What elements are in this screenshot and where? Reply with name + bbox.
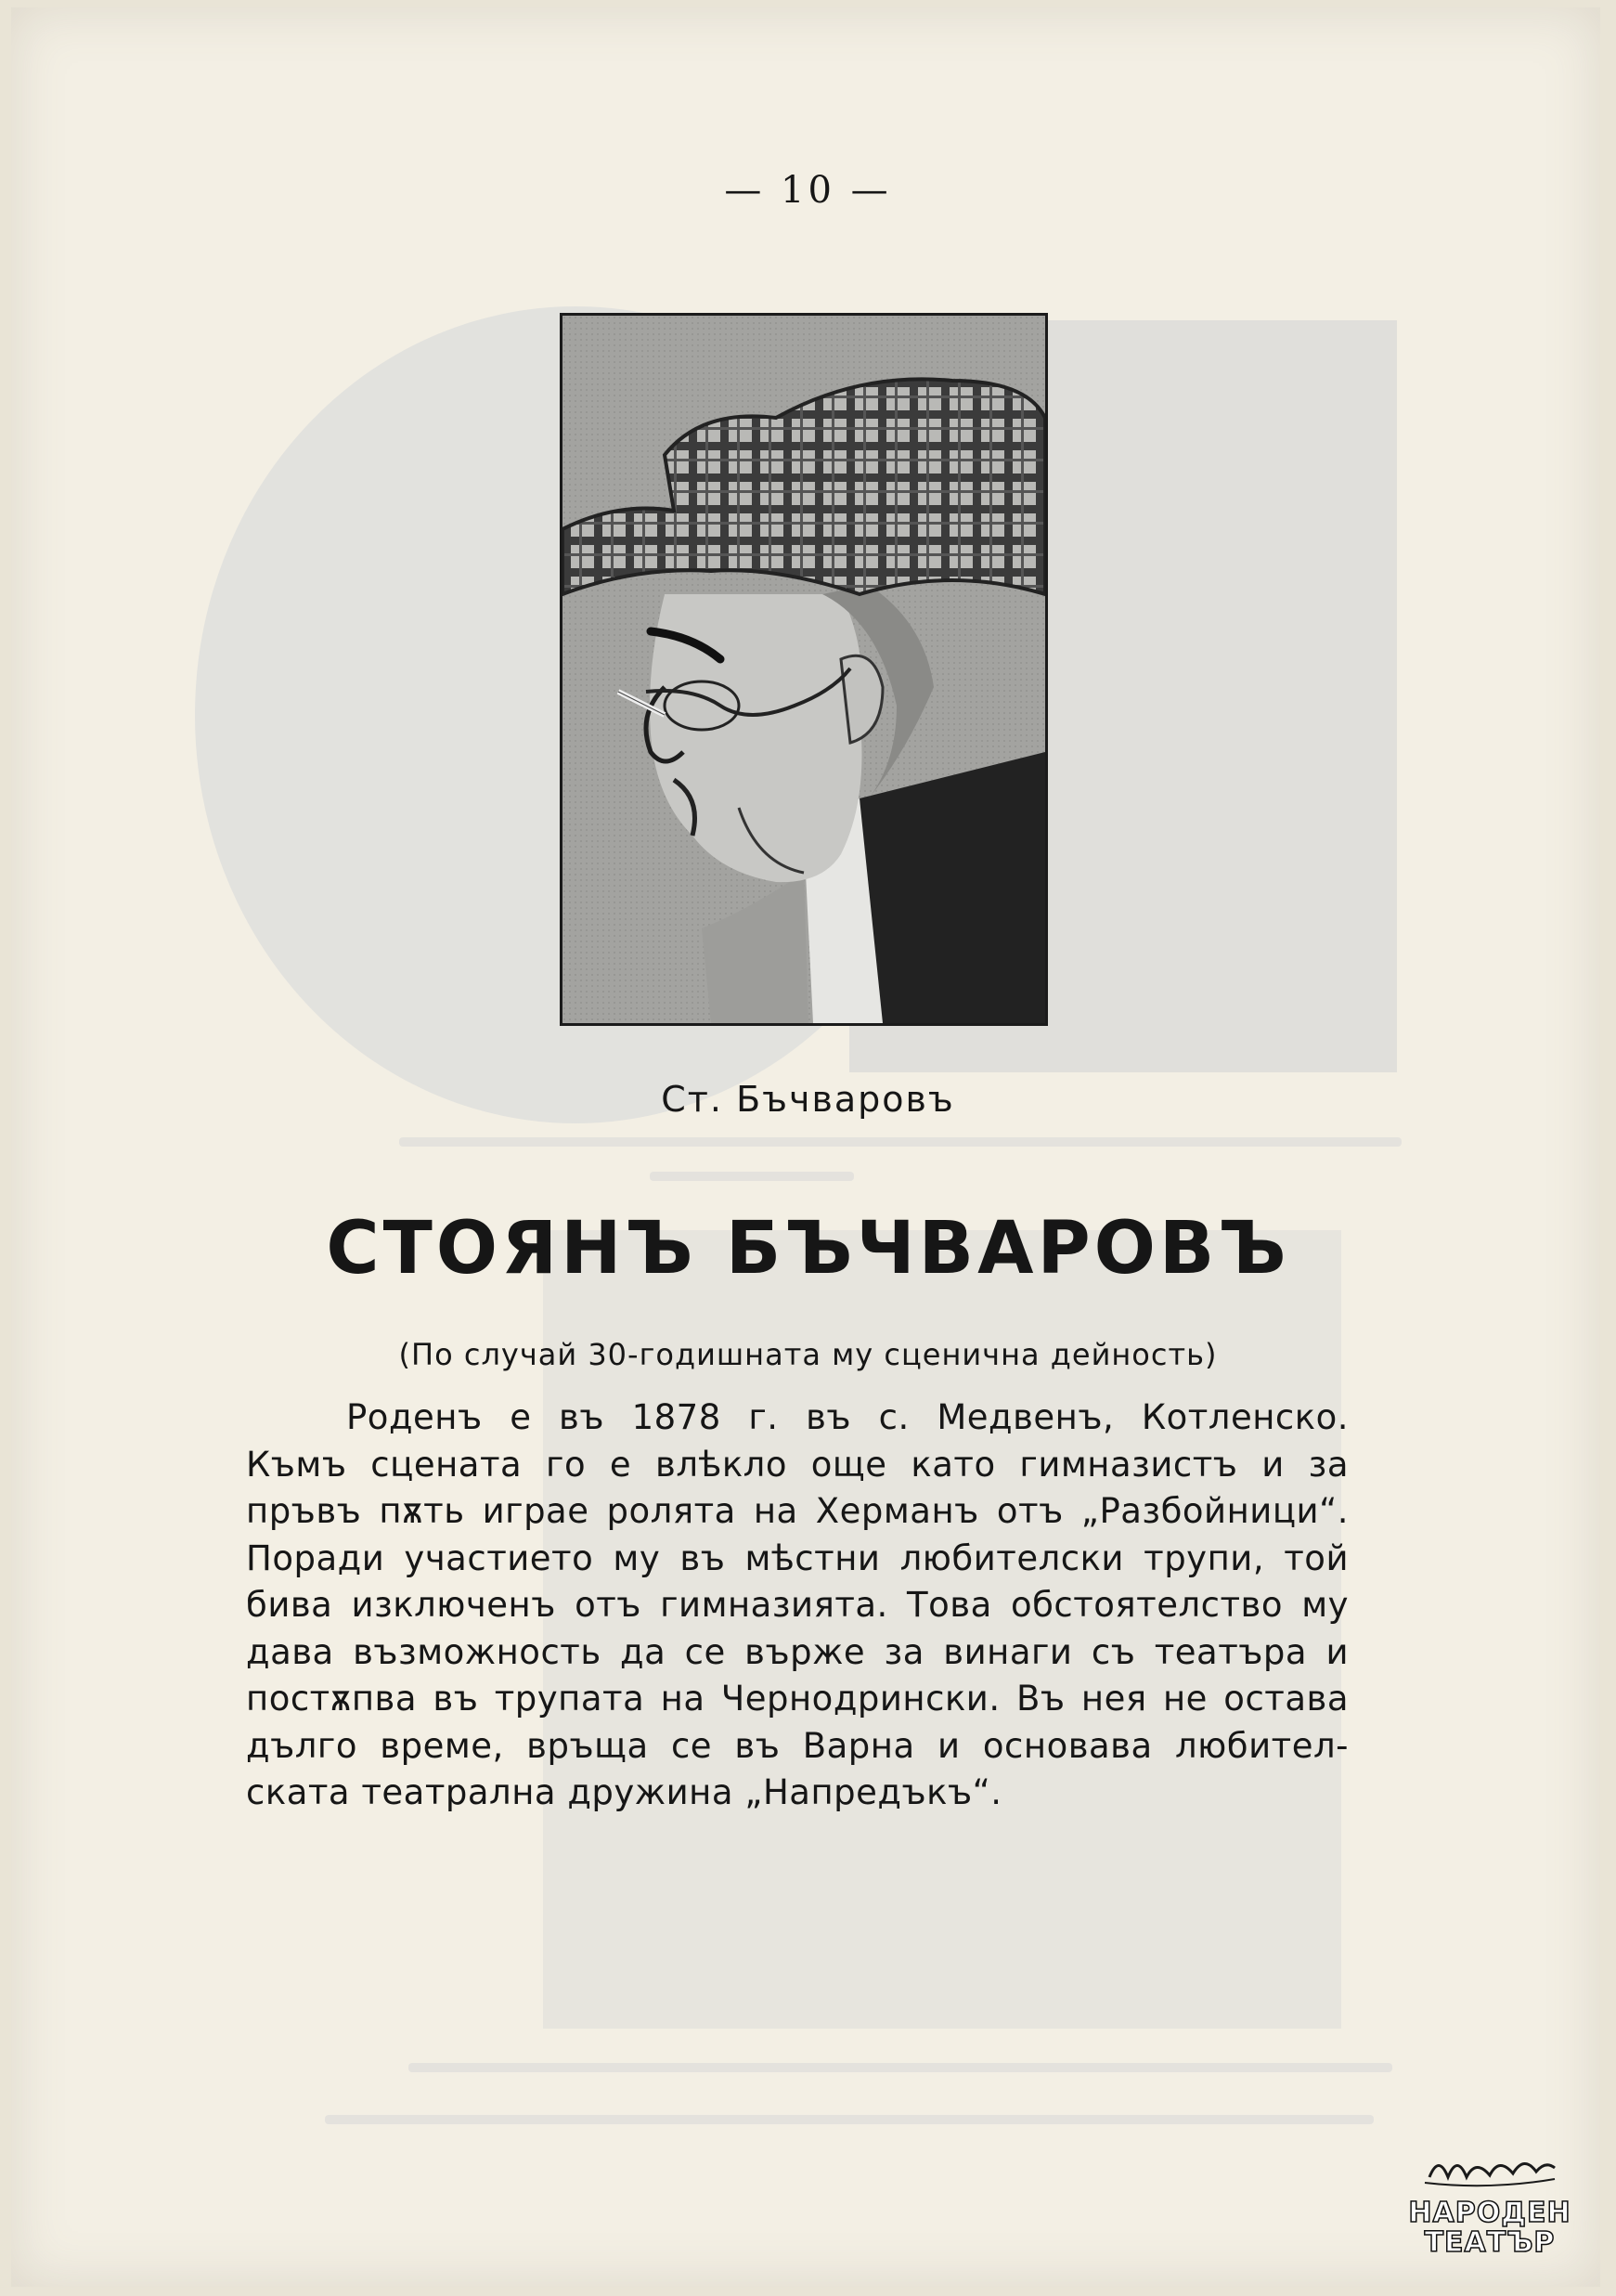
logo-line-1: НАРОДЕН bbox=[1408, 2197, 1571, 2229]
page-number: — 10 — bbox=[724, 169, 892, 212]
article-subtitle: (По случай 30-годишната му сценична дейность) bbox=[398, 1337, 1218, 1372]
bleed-through-text bbox=[399, 1137, 1402, 1147]
body-line: дава възможность да се върже за винаги съ театъра и bbox=[246, 1631, 1349, 1672]
article-title: СТОЯНЪ БЪЧВАРОВЪ bbox=[326, 1207, 1290, 1291]
body-line: ската театрална дружина „Напредъкъ“. bbox=[246, 1772, 1002, 1812]
logo-line-2: ТЕАТЪР bbox=[1424, 2226, 1556, 2259]
logo-signature-icon bbox=[1402, 2149, 1578, 2199]
body-line: дълго време, връща се въ Варна и основава любител- bbox=[246, 1725, 1349, 1766]
portrait-caption: Ст. Бъчваровъ bbox=[661, 1079, 955, 1120]
body-line: бива изключенъ отъ гимназията. Това обстоятелство му bbox=[246, 1585, 1349, 1625]
bleed-through-text bbox=[325, 2115, 1374, 2124]
body-line: Поради участието му въ мѣстни любителски трупи, той bbox=[246, 1537, 1349, 1578]
bleed-through-text bbox=[650, 1172, 854, 1181]
caricature-portrait-icon bbox=[560, 313, 1048, 1026]
bleed-through-text bbox=[408, 2063, 1392, 2072]
body-line: пръвъ пѫть играе ролята на Херманъ отъ „Разбойници“. bbox=[246, 1491, 1349, 1531]
body-line: постѫпва въ трупата на Чернодрински. Въ нея не остава bbox=[246, 1679, 1349, 1719]
body-line: Роденъ е въ 1878 г. въ с. Медвенъ, Котленско. bbox=[346, 1397, 1349, 1437]
article-body bbox=[246, 1394, 1349, 1817]
body-line: Къмъ сцената го е влѣкло още като гимназистъ и за bbox=[246, 1444, 1349, 1485]
national-theatre-logo bbox=[1402, 2149, 1578, 2270]
